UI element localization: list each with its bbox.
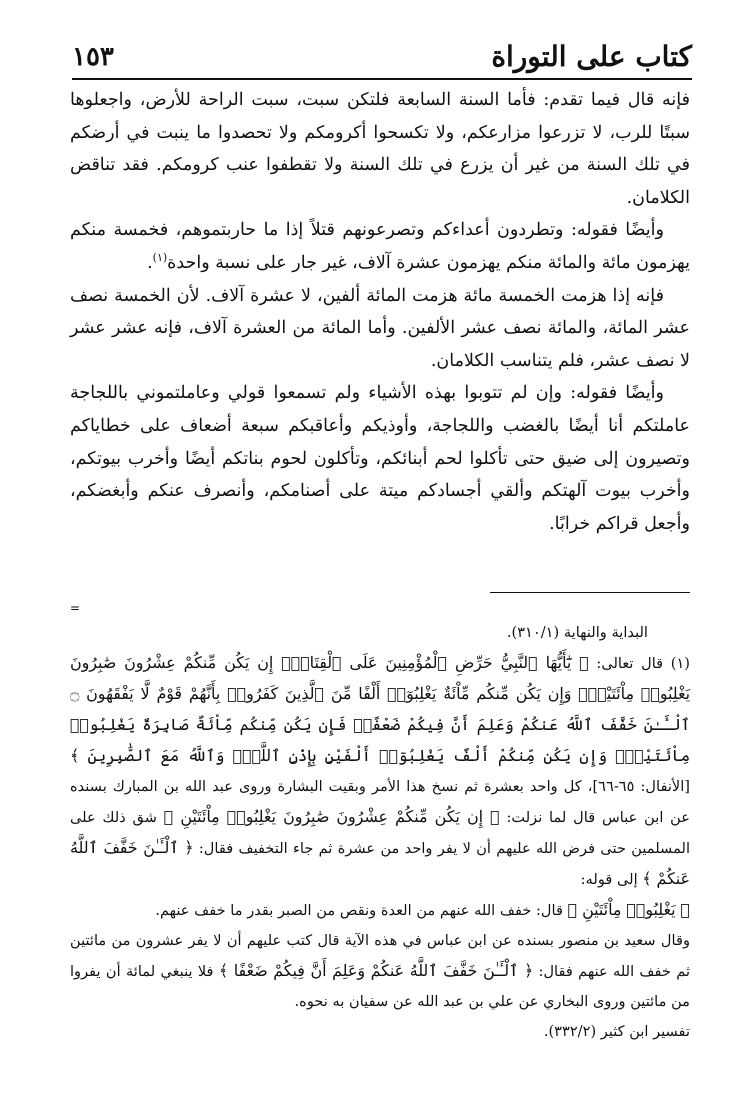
book-title: كتاب على التوراة	[491, 40, 692, 73]
footnote-1-text-a: [الأنفال: ٦٥-٦٦]، كل واحد بعشرة ثم نسخ هذا الأمر وبقيت البشارة وروى عبد الله بن المبارك بسنده عن ابن عباس قال لما نزلت:	[70, 778, 690, 826]
paragraph-4: وأيضًا فقوله: وإن لم تتوبوا بهذه الأشياء ولم تسمعوا قولي وعاملتموني باللجاجة عاملتكم أنا أيضًا بالغضب واللجاجة، وأوذيكم وأعاقبكم سبعة أضعاف على خطاياكم وتصيرون إلى ضيق حتى تأكلوا لحم أبنائكم، وتأكلون لحوم بناتكم أيضًا وأخرب بيوتكم، وأخرب بيوت آلهتكم وألقي أجسادكم ميتة على أصنامكم، وأنصرف عنكم وأبغضكم، وأجعل قراكم خرابًا.	[70, 383, 690, 534]
footnote-1-text-f: فلا ينبغي لمائة أن يفروا من مائتين وروى البخاري عن علي بن عبد الله عن سفيان به نحوه.	[70, 963, 690, 1010]
footnote-separator	[490, 592, 690, 593]
footnote-1-cont-2	[70, 926, 690, 1017]
paragraph-2-end: .	[147, 252, 153, 273]
footnote-1	[70, 648, 690, 895]
continuation-mark: =	[70, 601, 81, 615]
paragraph-2	[70, 214, 690, 279]
page-header	[72, 38, 692, 80]
paragraph-2-text: وأيضًا فقوله: وتطردون أعداءكم وتصرعونهم قتلاً إذا ما حاربتموهم، فخمسة منكم يهزمون مائة والمائة منكم يهزمون عشرة آلاف، غير جار على نسبة واحدة	[70, 220, 690, 273]
footnote-1-cont	[70, 895, 690, 926]
footnote-1-text-b: شق ذلك على المسلمين حتى فرض الله عليهم أن لا يفر واحد من عشرة ثم جاء التخفيف فقال:	[70, 809, 691, 857]
footnote-1-text-d: قال: خفف الله عنهم من العدة ونقص من الصبر بقدر ما خفف عنهم.	[155, 902, 563, 919]
footnote-1-label: (١) قال تعالى:	[596, 655, 690, 672]
quran-verse-anfal: ﴿ يَٰٓأَيُّهَا ٱلنَّبِيُّ حَرِّضِ ٱلْمُؤْمِنِينَ عَلَى ٱلْقِتَالِۚ إِن يَكُن مِّنكُمْ عِشْرُونَ صَٰبِرُونَ يَغْلِبُوا۟ مِاْئَتَيْنِۚ وَإِن يَكُن مِّنكُم مِّاْئَةٌ يَغْلِبُوٓا۟ أَلْفًا مِّنَ ٱلَّذِينَ كَفَرُوا۟ بِأَنَّهُمْ قَوْمٌ لَّا يَفْقَهُونَ ۝ ٱلْـَٔـٰنَ خَفَّفَ ٱللَّهُ عَنكُمْ وَعَلِمَ أَنَّ فِيكُمْ ضَعْفًاۚ فَإِن يَكُن مِّنكُم مِّاْئَةٌ صَابِرَةٌ يَغْلِبُوا۟ مِاْئَتَيْنِۚ وَإِن يَكُن مِّنكُمْ أَلْفٌ يَغْلِبُوٓا۟ أَلْفَيْنِ بِإِذْنِ ٱللَّهِۗ وَٱللَّهُ مَعَ ٱلصَّٰبِرِينَ ﴾	[70, 653, 690, 765]
footnote-reference: (١)	[152, 251, 168, 265]
page-number: ١٥٣	[72, 42, 114, 72]
footnote-1-text-e: وقال سعيد بن منصور بسنده عن ابن عباس في هذه الآية قال كتب عليهم أن لا يفر عشرون من مائتين ثم خفف الله عنهم فقال:	[70, 932, 691, 980]
main-text	[70, 84, 690, 540]
footnotes	[70, 618, 690, 1047]
quran-verse-c: ﴿ ٱلْـَٔـٰنَ خَفَّفَ ٱللَّهُ عَنكُمْ ﴾	[70, 838, 690, 888]
footnote-1-text-c: إلى قوله:	[580, 871, 638, 888]
quran-verse-e: ﴿ ٱلْـَٔـٰنَ خَفَّفَ ٱللَّهُ عَنكُمْ وَعَلِمَ أَنَّ فِيكُمْ ضَعْفًا ﴾	[218, 961, 534, 980]
footnote-source-line: البداية والنهاية (٣١٠/١).	[506, 624, 648, 641]
paragraph-1: فإنه قال فيما تقدم: فأما السنة السابعة فلتكن سبت، سبت الراحة للأرض، واجعلوها سبتًا للرب، لا تزرعوا مزارعكم، ولا تكسحوا أكرومكم ولا تحصدوا ما ينبت في أرضكم في تلك السنة من غير أن يزرع في تلك السنة ولا تقطفوا عنب كرومكم. فقد تناقض الكلامان.	[70, 90, 690, 208]
footnote-1-source: تفسير ابن كثير (٣٣٢/٢).	[543, 1023, 690, 1040]
quran-verse-b: ﴿ إِن يَكُن مِّنكُمْ عِشْرُونَ صَٰبِرُونَ يَغْلِبُوا۟ مِاْئَتَيْنِ ﴾	[163, 807, 500, 826]
quran-verse-d: ﴿ يَغْلِبُوا۟ مِاْئَتَيْنِ ﴾	[567, 900, 690, 919]
paragraph-3: فإنه إذا هزمت الخمسة مائة هزمت المائة ألفين، لا عشرة آلاف. لأن الخمسة نصف عشر المائة، والمائة نصف عشر الألفين. وأما المائة من العشرة آلاف، فإنه عشر عشر لا نصف عشر، فلم يتناسب الكلامان.	[70, 285, 690, 371]
